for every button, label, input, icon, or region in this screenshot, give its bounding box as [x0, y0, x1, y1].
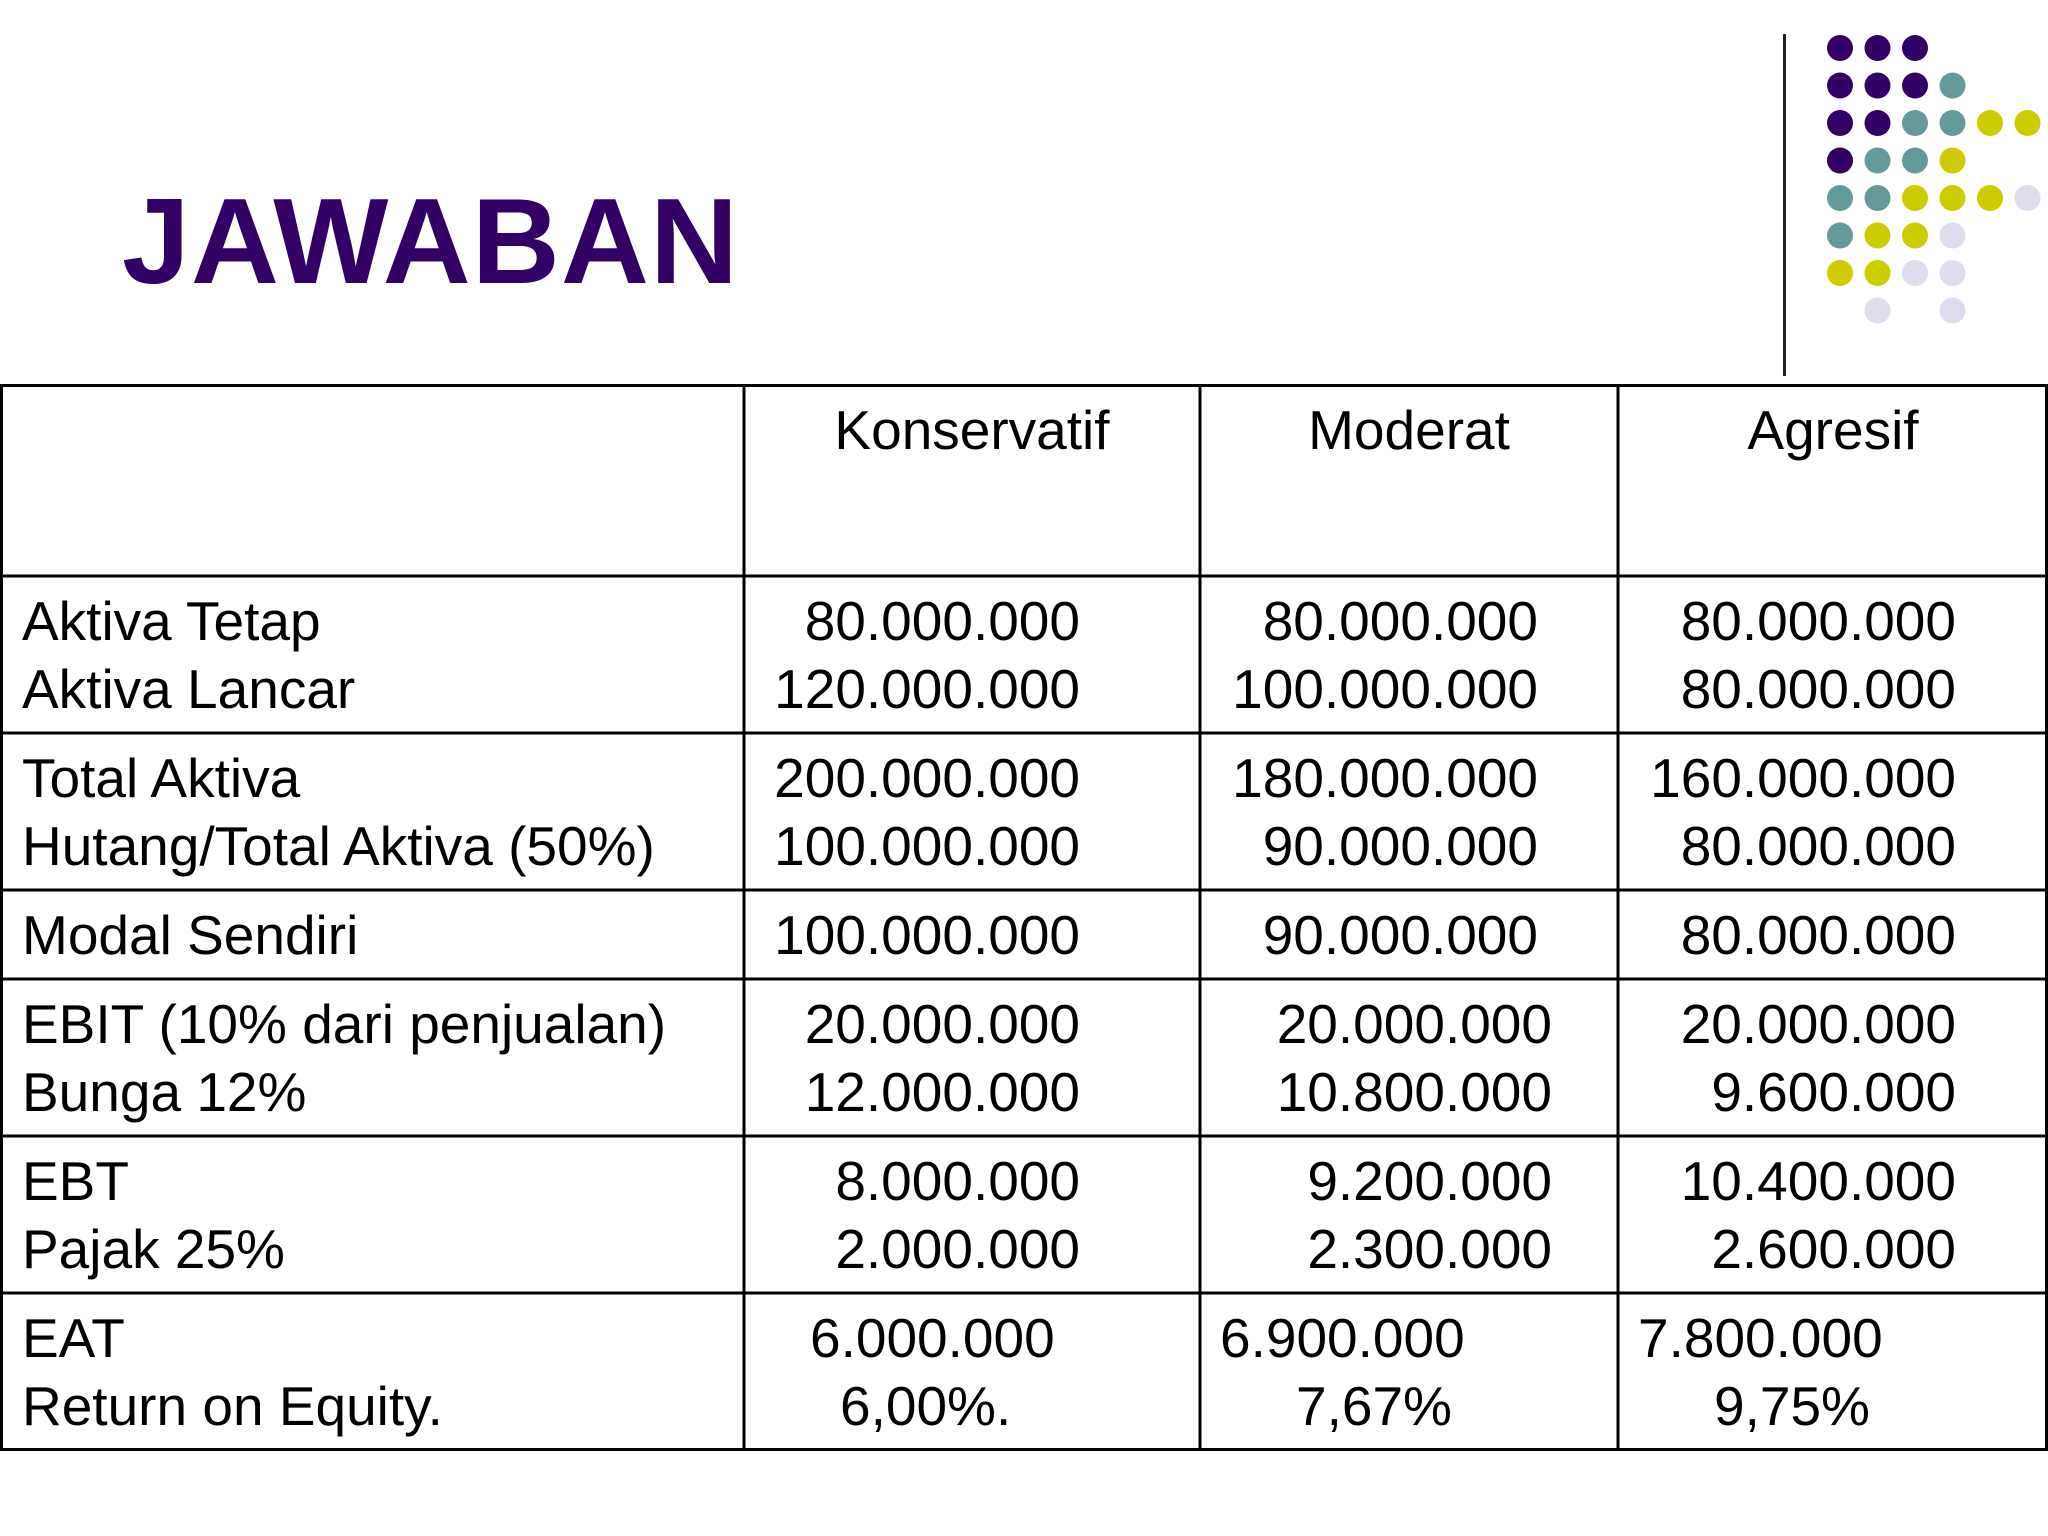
label-aktiva-tetap: Aktiva Tetap	[22, 590, 321, 652]
moderat-hutang: 90.000.000	[1262, 815, 1538, 877]
konservatif-modal-sendiri: 100.000.000	[774, 904, 1080, 966]
konservatif-roe: 6,00%.	[840, 1375, 1012, 1437]
decorative-dot	[1827, 185, 1853, 211]
decorative-dot	[1865, 35, 1891, 61]
decorative-dot	[1827, 260, 1853, 286]
decorative-dot	[1940, 223, 1966, 249]
moderat-aktiva-tetap: 80.000.000	[1262, 590, 1538, 652]
agresif-ebt: 10.400.000	[1680, 1150, 1956, 1212]
moderat-pajak: 2.300.000	[1307, 1218, 1552, 1280]
label-hutang-total-aktiva: Hutang/Total Aktiva (50%)	[22, 815, 655, 877]
decorative-dot	[1827, 148, 1853, 174]
decorative-dot	[1902, 35, 1928, 61]
decorative-dot	[1940, 110, 1966, 136]
konservatif-aktiva-lancar: 120.000.000	[774, 658, 1080, 720]
agresif-total-aktiva: 160.000.000	[1650, 747, 1956, 809]
decorative-dot	[1865, 73, 1891, 99]
konservatif-hutang: 100.000.000	[774, 815, 1080, 877]
agresif-roe: 9,75%	[1714, 1375, 1870, 1437]
moderat-modal-sendiri: 90.000.000	[1262, 904, 1538, 966]
konservatif-eat: 6.000.000	[810, 1307, 1055, 1369]
decorative-dot	[1902, 110, 1928, 136]
header-moderat: Moderat	[1308, 399, 1510, 461]
decorative-dot	[1902, 223, 1928, 249]
label-return-on-equity: Return on Equity.	[22, 1375, 443, 1437]
title-divider-line	[1783, 34, 1786, 376]
konservatif-bunga: 12.000.000	[804, 1061, 1080, 1123]
agresif-modal-sendiri: 80.000.000	[1680, 904, 1956, 966]
agresif-eat: 7.800.000	[1638, 1307, 1883, 1369]
moderat-bunga: 10.800.000	[1276, 1061, 1552, 1123]
konservatif-pajak: 2.000.000	[835, 1218, 1080, 1280]
label-eat: EAT	[22, 1307, 125, 1369]
header-konservatif: Konservatif	[834, 399, 1110, 461]
decorative-dot	[1940, 73, 1966, 99]
decorative-dot	[1902, 148, 1928, 174]
konservatif-aktiva-tetap: 80.000.000	[804, 590, 1080, 652]
decorative-dot	[1940, 185, 1966, 211]
decorative-dot	[1940, 260, 1966, 286]
decorative-dot	[1977, 185, 2003, 211]
label-ebt: EBT	[22, 1150, 129, 1212]
decorative-dot	[1827, 73, 1853, 99]
slide-title: JAWABAN	[122, 173, 740, 309]
moderat-eat: 6.900.000	[1220, 1307, 1465, 1369]
moderat-aktiva-lancar: 100.000.000	[1232, 658, 1538, 720]
header-agresif: Agresif	[1747, 399, 1919, 461]
decorative-dot	[1827, 110, 1853, 136]
decorative-dot	[1865, 110, 1891, 136]
label-pajak: Pajak 25%	[22, 1218, 285, 1280]
label-aktiva-lancar: Aktiva Lancar	[22, 658, 356, 720]
jawaban-table	[0, 384, 2048, 1451]
konservatif-total-aktiva: 200.000.000	[774, 747, 1080, 809]
moderat-total-aktiva: 180.000.000	[1232, 747, 1538, 809]
label-ebit: EBIT (10% dari penjualan)	[22, 993, 667, 1055]
agresif-aktiva-tetap: 80.000.000	[1680, 590, 1956, 652]
decorative-dot	[1902, 260, 1928, 286]
decorative-dot	[1940, 298, 1966, 324]
label-bunga: Bunga 12%	[22, 1061, 307, 1123]
label-total-aktiva: Total Aktiva	[22, 747, 301, 809]
decorative-dot	[1865, 223, 1891, 249]
decorative-dot	[1865, 260, 1891, 286]
decorative-dot	[2015, 110, 2041, 136]
moderat-ebt: 9.200.000	[1307, 1150, 1552, 1212]
agresif-aktiva-lancar: 80.000.000	[1680, 658, 1956, 720]
decorative-dot	[1977, 110, 2003, 136]
decorative-dot	[1827, 35, 1853, 61]
decorative-dot	[2015, 185, 2041, 211]
konservatif-ebit: 20.000.000	[804, 993, 1080, 1055]
decorative-dot	[1865, 298, 1891, 324]
moderat-roe: 7,67%	[1296, 1375, 1452, 1437]
label-modal-sendiri: Modal Sendiri	[22, 904, 359, 966]
agresif-pajak: 2.600.000	[1711, 1218, 1956, 1280]
decorative-dot	[1940, 148, 1966, 174]
agresif-bunga: 9.600.000	[1711, 1061, 1956, 1123]
agresif-hutang: 80.000.000	[1680, 815, 1956, 877]
decorative-dot	[1902, 185, 1928, 211]
decorative-dot	[1827, 223, 1853, 249]
decorative-dot	[1865, 148, 1891, 174]
decorative-dot	[1902, 73, 1928, 99]
agresif-ebit: 20.000.000	[1680, 993, 1956, 1055]
moderat-ebit: 20.000.000	[1276, 993, 1552, 1055]
decorative-dot	[1865, 185, 1891, 211]
konservatif-ebt: 8.000.000	[835, 1150, 1080, 1212]
